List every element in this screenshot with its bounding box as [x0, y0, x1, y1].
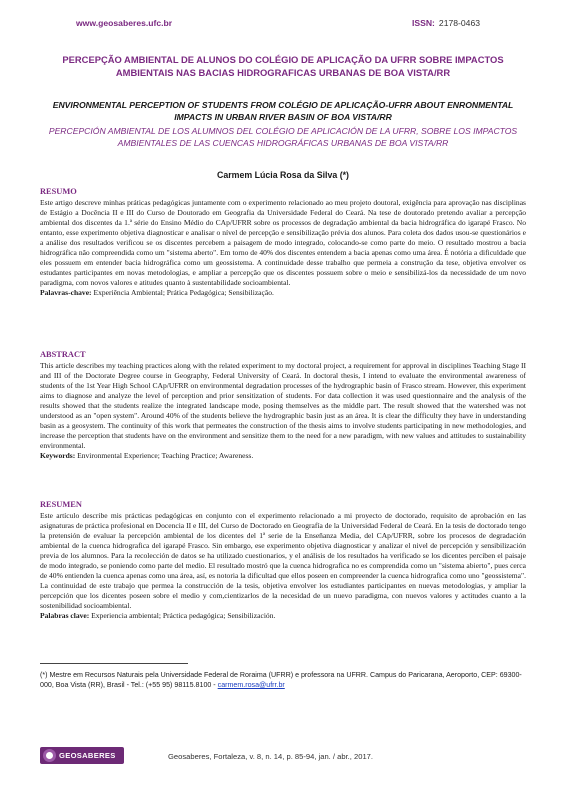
title-spanish: PERCEPCIÓN AMBIENTAL DE LOS ALUMNOS DEL COLÉGIO DE APLICACIÓN DE LA UFRR, SOBRE LOS IMPACTOS AMBIENTALES DE LAS CUENCAS HIDROGRÁFICAS URBANAS DE BOA VISTA/RR: [48, 126, 518, 148]
title-english: ENVIRONMENTAL PERCEPTION OF STUDENTS FROM COLÉGIO DE APLICAÇÃO-UFRR ABOUT ENRONMENTAL IMPACTS IN URBAN RIVER BASIN OF BOA VISTA/RR: [52, 100, 514, 122]
footnote-divider: [40, 663, 188, 664]
resumo-keywords-value: Experiência Ambiental; Prática Pedagógica; Sensibilização.: [93, 287, 274, 297]
title-portuguese: PERCEPÇÃO AMBIENTAL DE ALUNOS DO COLÉGIO DE APLICAÇÃO DA UFRR SOBRE IMPACTOS AMBIENTAIS NAS BACIAS HIDROGRAFICAS URBANAS DE BOA VISTA/RR: [62, 54, 504, 78]
resumen-heading: RESUMEN: [40, 500, 82, 509]
abstract-keywords-value: Environmental Experience; Teaching Practice; Awareness.: [77, 450, 254, 460]
issn-label: ISSN:: [412, 18, 435, 28]
resumen-text: Este artículo describe mis prácticas pedagógicas en conjunto con el experimento relacionado a mi proyecto de doctorado, requisito de aprobación en las asignaturas de práctica profesional en Docencia II e III, del Curso de Doctorado en Geografía de la Universidad Federal de Ceará. En la tesis de doctorado tengo la pretensión de evaluar la percepción ambiental de los dicentes del 1ª serie de la Enseñanza Media, del CAp/UFRR, sobre los procesos de degradación ambiental de la cuenca hidrografica del igarapé Frasco. Sin embargo, ese experimento objetiva diagnosticar y analizar el nivel de percepción y sensibilización previa de los alumnos. Para la recolección de datos se ha utilizado cuestionarios, y el análisis de los resultados ha verificado se los dicentes perciben el paisaje de modo integrado, se poniendo como parte del medio. El resultado mostró que la cuenca hidrografica no es comprendida como un "sistema abierto", pues cerca de 40% entienden la cuenca apenas como una área, así, es notoria la dificultad que ellos poseen en compreender la cuenca hidrografica como uno "geossistema". La continuidad de este trabajo que permea la construcción de la tesis, objetiva envolver los estudiantes participantes en nuevas metodologias, y ampliar la percepción que los dicentes poseen sobre el medio y com,cientizarlos de la necesidad de un nuevo paradigma, con nuevos valores y actitudes cuanto a la sostenibilidad socioambiental.: [40, 511, 526, 610]
abstract-keywords-label: Keywords:: [40, 450, 76, 460]
resumen-keywords-value: Experiencia ambiental; Práctica pedagógica; Sensibilización.: [91, 610, 276, 620]
issn-value: 2178-0463: [438, 18, 481, 28]
author-footnote: [40, 670, 526, 690]
globe-icon: [43, 749, 56, 762]
footnote-text: (*) Mestre em Recursos Naturais pela Universidade Federal de Roraima (UFRR) e professora na UFRR. Campus do Paricarana, Aeroporto, CEP: 69300-000, Boa Vista (RR), Brasil - Tel.: (+55 95) 98115.8100 -: [40, 671, 522, 689]
abstract-keywords: [40, 451, 526, 461]
journal-website[interactable]: www.geosaberes.ufc.br: [76, 18, 173, 28]
resumo-keywords-label: Palavras-chave:: [40, 287, 92, 297]
resumen-keywords: [40, 611, 526, 621]
journal-citation: Geosaberes, Fortaleza, v. 8, n. 14, p. 85-94, jan. / abr., 2017.: [168, 752, 374, 761]
resumo-section: [40, 187, 526, 298]
abstract-section: [40, 350, 526, 461]
resumo-text: Este artigo descreve minhas práticas pedagógicas juntamente com o experimento relacionado ao meu projeto doutoral, exigência para aprovação nas disciplinas de Estágio a Docência II e III do Curso de Doutorado em Geografia da Universidade Federal do Ceará. Na tese de doutorado pretendo avaliar a percepção ambiental dos discentes da 1.ª série do Ensino Médio do CAp/UFRR sobre os processos de degradação ambiental da bacia hidrográfica do igarapé Frasco. No entanto, esse experimento objetiva diagnosticar e analisar o nível de percepção e sensibilização prévia dos alunos. Para coleta dos dados usou-se questionários e a análise dos resultados verificou se os discentes percebem a paisagem de modo integrado, colocando-se como parte do meio. O resultado mostrou a bacia hidrográfica não compreendida como um "sistema aberto". Em torno de 40% dos discentes entendem a bacia apenas como uma área. É notória a dificuldade que eles possuem em entender bacia hidrográfica como um geossistema. A continuidade desse trabalho que permeia a construção da tese, objetiva envolver os estudantes participantes em novas metodologias, e ampliar a percepção que os discentes possuem sobre o meio e sensibilizá-los da necessidade de um novo paradigma, com novos valores e atitudes quanto à sustentabilidade socioambiental.: [40, 198, 526, 287]
abstract-text: This article describes my teaching practices along with the related experiment to my doctoral project, a requirement for approval in disciplines Teaching Stage II and III of the Doctorate Degree course in Geography, Federal University of Ceará. In doctoral thesis, I intend to evaluate the environmental awareness of students of the 1st Year High School CAp/UFRR on environmental degradation processes of the hydrographic basin of Frasco stream. However, this experiment aims to diagnose and analyze the level of perception and prior sensitization of students. For data collection it was used questionnaire and the analysis of the results showed that the students realize the integrated landscape mode, posing themselves as the middle part. The result showed that the watershed was not understood as an "open system". Around 40% of the students believe the hydrographic basin just as an área. It is clear the difficulty they have in understanding basin as a geosystem. The continuity of this work that permeates the construction of the thesis aims to involve students participating in new methodologies, and increase the perception that students have on the environment and sensitize them to the need for a new paradigm, with new values and attitudes to sustainability environmental.: [40, 361, 526, 450]
resumen-section: [40, 500, 526, 620]
author-name: Carmem Lúcia Rosa da Silva (*): [216, 170, 349, 180]
abstract-heading: ABSTRACT: [40, 350, 86, 359]
resumo-heading: RESUMO: [40, 187, 77, 196]
geosaberes-logo: [40, 747, 124, 764]
resumen-keywords-label: Palabras clave:: [40, 610, 90, 620]
logo-text: GEOSABERES: [59, 751, 116, 760]
issn: [412, 18, 480, 28]
author-email-link[interactable]: carmem.rosa@ufrr.br: [217, 681, 285, 689]
resumo-keywords: [40, 288, 526, 298]
